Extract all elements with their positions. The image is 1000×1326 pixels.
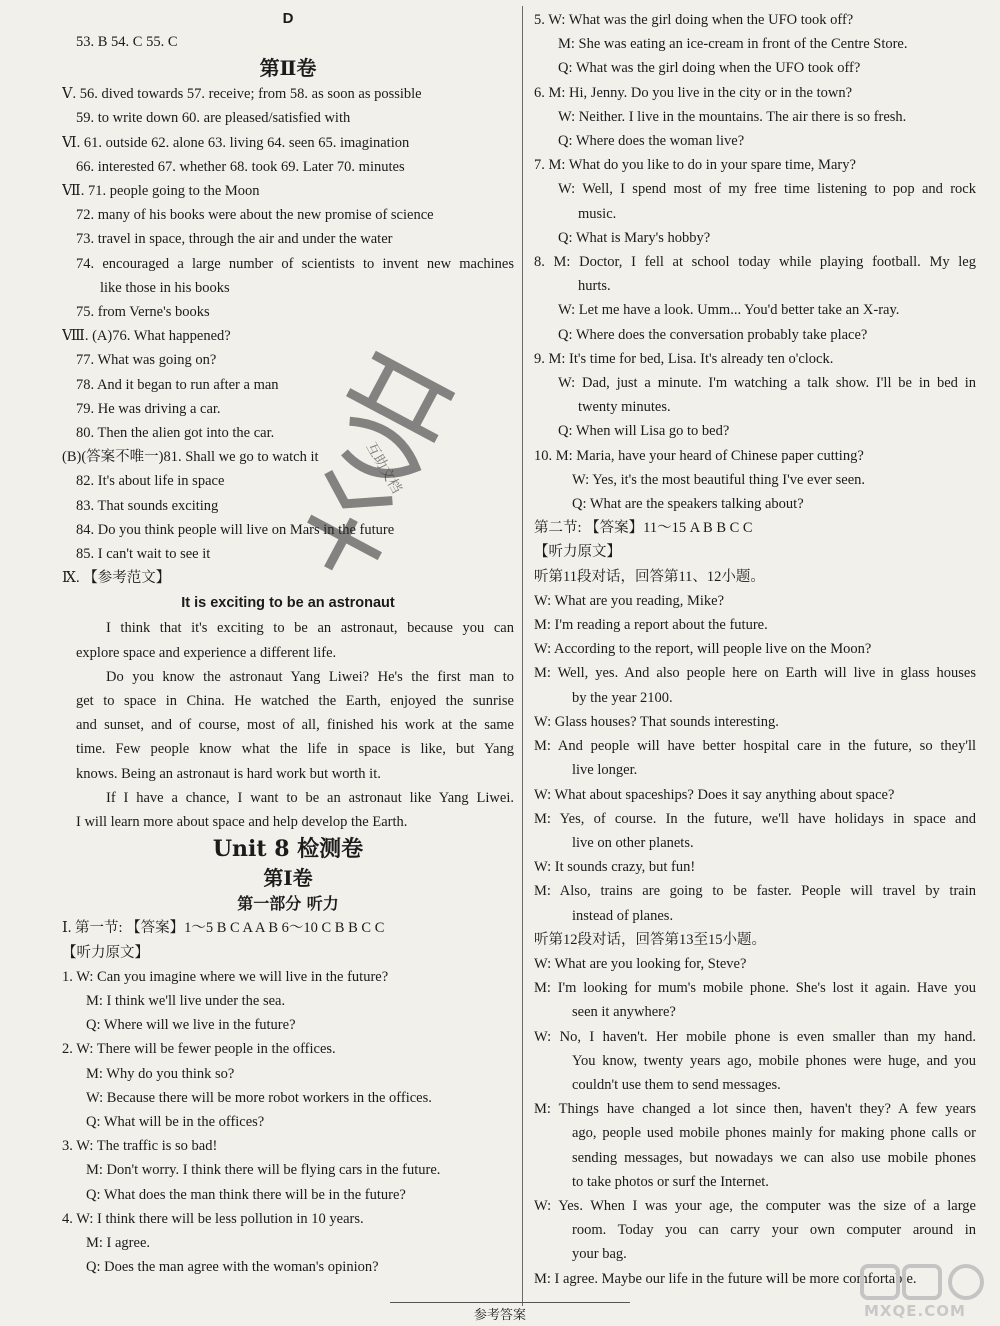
essay-line: get to space in China. He watched the Earth, enjoyed the sunrise (76, 693, 514, 710)
dialogue-line: to take photos or surf the Internet. (572, 1173, 769, 1190)
dialogue-line: 2. W: There will be fewer people in the offices. (62, 1041, 336, 1058)
dialogue-line: M: I agree. Maybe our life in the future will be more comfortable. (534, 1270, 917, 1287)
dialogue-line: You know, twenty years ago, mobile phones were huge, and you (572, 1052, 976, 1069)
dialogue-line: 3. W: The traffic is so bad! (62, 1138, 218, 1155)
site-logo (858, 1262, 988, 1322)
listening-transcript-heading: 【听力原文】 (62, 944, 149, 961)
section-header-d: D (282, 10, 294, 27)
dialogue-line: W: What are you reading, Mike? (534, 592, 725, 609)
answer-82: 82. It's about life in space (76, 473, 225, 490)
dialogue-line: Q: What are the speakers talking about? (572, 496, 804, 513)
essay-line: time. Few people know what the life in space is like, but Yang (76, 741, 514, 758)
dialogue-line: W: It sounds crazy, but fun! (534, 859, 696, 876)
essay-line: explore space and experience a different life. (76, 644, 337, 661)
dialogue-line: M: She was eating an ice-cream in front of the Centre Store. (558, 36, 908, 53)
dialogue-line: 6. M: Hi, Jenny. Do you live in the city or in the town? (534, 84, 853, 101)
dialogue-line: hurts. (578, 278, 611, 295)
essay-line: If I have a chance, I want to be an astronaut like Yang Liwei. (106, 789, 514, 806)
dialogue-line: instead of planes. (572, 907, 674, 924)
section-ii-heading: 第Ⅱ卷 (259, 56, 317, 81)
listening-transcript-heading: 【听力原文】 (534, 544, 621, 561)
answer-75: 75. from Verne's books (76, 304, 210, 321)
dialogue-line: Q: What is Mary's hobby? (558, 229, 711, 246)
dialogue-line: 5. W: What was the girl doing when the UFO took off? (534, 12, 854, 28)
answer-74a: 74. encouraged a large number of scientists to invent new machines (76, 255, 514, 272)
dialogue-line: Q: What will be in the offices? (86, 1113, 265, 1130)
section-2-answers: 第二节: 【答案】11～15 A B B C C (534, 520, 753, 537)
dialogue-line: M: I agree. (86, 1234, 151, 1251)
dialogue-line: 4. W: I think there will be less pollution in 10 years. (62, 1210, 364, 1227)
dialogue-line: Q: Does the man agree with the woman's opinion? (86, 1259, 379, 1276)
dialogue-line: room. Today you can carry your own computer around in (572, 1222, 976, 1239)
part-one-listening-heading: 第一部分 听力 (237, 894, 339, 914)
dialogue-line: music. (578, 205, 617, 222)
dialogue-line: live longer. (572, 762, 638, 779)
dialogue-line: M: And people will have better hospital care in the future, so they'll (534, 738, 976, 755)
section-i-heading: 第Ⅰ卷 (263, 866, 313, 891)
logo-mark-icon (858, 1262, 988, 1302)
answers-53-55: 53. B 54. C 55. C (76, 34, 178, 50)
right-column (534, 8, 976, 1291)
answer-74b: like those in his books (100, 279, 230, 296)
answer-84: 84. Do you think people will live on Mars in the future (76, 521, 395, 538)
essay-line: I will learn more about space and help develop the Earth. (76, 814, 408, 831)
answer-83: 83. That sounds exciting (76, 497, 219, 514)
dialogue-line: Q: Where does the woman live? (558, 133, 745, 150)
dialogue-line: W: According to the report, will people live on the Moon? (534, 641, 872, 658)
answers-i-1-10: Ⅰ. 第一节: 【答案】1～5 B C A A B 6～10 C B B C C (62, 920, 385, 937)
dialogue-line: W: Well, I spend most of my free time listening to pop and rock (558, 181, 976, 198)
answers-vi-61: Ⅵ. 61. outside 62. alone 63. living 64. seen 65. imagination (62, 134, 410, 151)
dialogue-line: M: Don't worry. I think there will be flying cars in the future. (86, 1162, 441, 1179)
footer-rule (390, 1302, 630, 1303)
dialogue-line: M: Things have changed a lot since then, haven't they? A few years (534, 1101, 976, 1118)
dialogue-line: Q: When will Lisa go to bed? (558, 423, 730, 440)
answer-72: 72. many of his books were about the new promise of science (76, 207, 434, 224)
dialogue-line: Q: Where will we live in the future? (86, 1017, 296, 1034)
dialogue-line: Q: What was the girl doing when the UFO took off? (558, 60, 861, 77)
dialogue-line: M: Yes, of course. In the future, we'll have holidays in space and (534, 810, 976, 827)
dialogue-line: couldn't use them to send messages. (572, 1076, 781, 1093)
logo-text: MXQE.COM (864, 1302, 966, 1320)
dialogue-line: W: No, I haven't. Her mobile phone is even smaller than my hand. (534, 1028, 976, 1045)
dialogue-line: twenty minutes. (578, 399, 671, 416)
dialogue-line: live on other planets. (572, 834, 694, 851)
essay-line: I think that it's exciting to be an astronaut, because you can (106, 620, 514, 637)
dialogue-line: Q: Where does the conversation probably take place? (558, 326, 868, 343)
dialogue-line: M: Well, yes. And also people here on Earth will live in glass houses (534, 665, 976, 682)
dialogue-line: seen it anywhere? (572, 1004, 676, 1021)
unit-8-title: Unit 8 检测卷 (212, 836, 364, 863)
dialogue-line: 8. M: Doctor, I fell at school today while playing football. My leg (534, 254, 976, 271)
essay-line: knows. Being an astronaut is hard work but worth it. (76, 765, 381, 782)
section-ix-heading: Ⅸ. 【参考范文】 (62, 570, 171, 587)
essay-line: Do you know the astronaut Yang Liwei? He's the first man to (106, 668, 514, 685)
answers-viii-76: Ⅷ. (A)76. What happened? (62, 328, 231, 345)
answers-59: 59. to write down 60. are pleased/satisfied with (76, 110, 351, 127)
dialogue-line: W: Dad, just a minute. I'm watching a talk show. I'll be in bed in (558, 375, 976, 392)
dialogue-line: W: Let me have a look. Umm... You'd better take an X-ray. (558, 302, 900, 319)
column-divider (522, 6, 523, 1306)
answer-77: 77. What was going on? (76, 352, 217, 369)
answer-81: (B)(答案不唯一)81. Shall we go to watch it (62, 449, 319, 466)
dialogue-12-instruction: 听第12段对话，回答第13至15小题。 (534, 931, 766, 948)
dialogue-line: 7. M: What do you like to do in your spare time, Mary? (534, 157, 856, 174)
dialogue-line: 1. W: Can you imagine where we will live in the future? (62, 968, 389, 985)
essay-title: It is exciting to be an astronaut (181, 595, 395, 612)
answer-78: 78. And it began to run after a man (76, 376, 279, 393)
dialogue-line: W: Yes. When I was your age, the computer was the size of a large (534, 1197, 976, 1214)
answers-66: 66. interested 67. whether 68. took 69. Later 70. minutes (76, 158, 405, 175)
dialogue-line: M: I'm looking for mum's mobile phone. She's lost it again. Have you (534, 980, 976, 997)
dialogue-line: M: Also, trains are going to be faster. People will travel by train (534, 883, 976, 900)
dialogue-line: W: Yes, it's the most beautiful thing I've ever seen. (572, 471, 866, 488)
footer-label: 参考答案 (473, 1308, 526, 1323)
dialogue-line: ago, people used mobile phones mainly for making phone calls or (572, 1125, 976, 1142)
dialogue-line: 10. M: Maria, have your heard of Chinese paper cutting? (534, 447, 864, 464)
answer-79: 79. He was driving a car. (76, 400, 221, 417)
dialogue-line: M: I'm reading a report about the future. (534, 617, 768, 634)
dialogue-line: W: Neither. I live in the mountains. The air there is so fresh. (558, 108, 907, 125)
dialogue-line: M: I think we'll live under the sea. (86, 992, 286, 1009)
answer-80: 80. Then the alien got into the car. (76, 425, 275, 442)
dialogue-11-instruction: 听第11段对话，回答第11、12小题。 (534, 568, 765, 585)
dialogue-line: W: What are you looking for, Steve? (534, 955, 747, 972)
dialogue-line: Q: What does the man think there will be in the future? (86, 1186, 406, 1203)
answer-85: 85. I can't wait to see it (76, 546, 211, 563)
dialogue-line: W: Because there will be more robot workers in the offices. (86, 1089, 432, 1106)
left-column (62, 8, 514, 1279)
answer-73: 73. travel in space, through the air and under the water (76, 231, 393, 248)
dialogue-line: M: Why do you think so? (86, 1065, 235, 1082)
essay-line: and sunset, and of course, most of all, finished his work at the same (76, 717, 514, 734)
answers-vii-71: Ⅶ. 71. people going to the Moon (62, 183, 260, 200)
watermark-text: 互助文档 (362, 439, 405, 497)
dialogue-line: 9. M: It's time for bed, Lisa. It's already ten o'clock. (534, 350, 834, 367)
answers-v-56: Ⅴ. 56. dived towards 57. receive; from 58. as soon as possible (62, 86, 422, 103)
dialogue-line: sending messages, but nowadays we can also use mobile phones (572, 1149, 976, 1166)
dialogue-line: W: What about spaceships? Does it say anything about space? (534, 786, 895, 803)
dialogue-line: by the year 2100. (572, 689, 673, 706)
dialogue-line: W: Glass houses? That sounds interesting. (534, 713, 779, 730)
dialogue-line: your bag. (572, 1246, 627, 1263)
page-footer (0, 1300, 1000, 1326)
